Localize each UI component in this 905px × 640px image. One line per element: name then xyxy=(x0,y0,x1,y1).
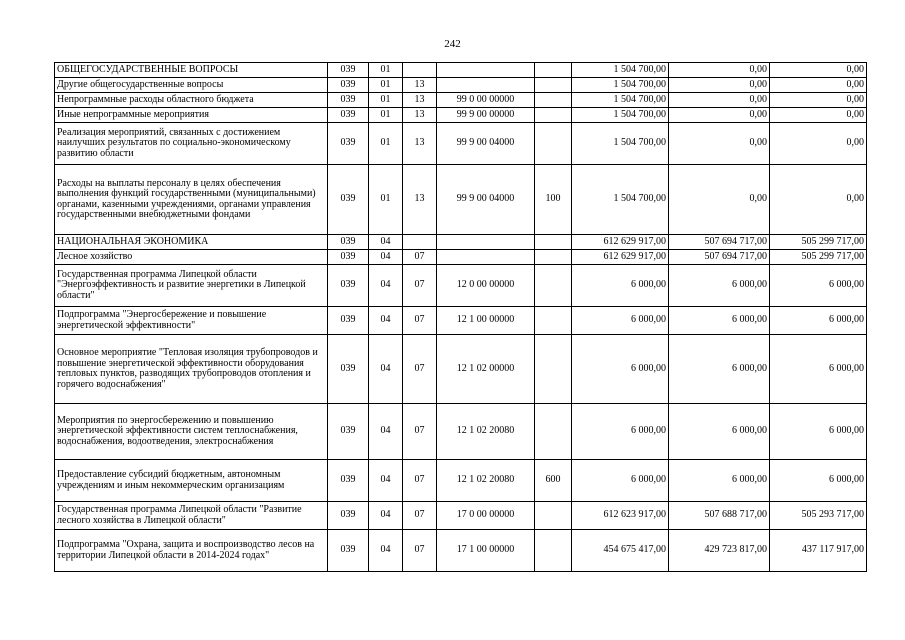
cell-row-name: Мероприятия по энергосбережению и повышению энергетической эффективности систем теплоснабжения, водоснабжения, водоотведения, электроснабжения xyxy=(55,404,328,460)
cell-row-name: Лесное хозяйство xyxy=(55,250,328,265)
cell-target-article: 12 1 02 00000 xyxy=(437,335,535,404)
cell-amount-2024: 6 000,00 xyxy=(770,404,867,460)
cell-amount-2023: 6 000,00 xyxy=(669,265,770,307)
cell-amount-2024: 0,00 xyxy=(770,78,867,93)
cell-subsection-code: 13 xyxy=(403,93,437,108)
cell-ministry-code: 039 xyxy=(328,123,369,165)
cell-amount-2023: 0,00 xyxy=(669,108,770,123)
cell-row-name: Основное мероприятие "Тепловая изоляция трубопроводов и повышение энергетической эффективности оборудования тепловых пунктов, разводящих трубопроводов отопления и горячего водоснабжения" xyxy=(55,335,328,404)
cell-amount-2022: 1 504 700,00 xyxy=(572,165,669,235)
cell-amount-2022: 612 623 917,00 xyxy=(572,502,669,530)
cell-target-article: 12 1 02 20080 xyxy=(437,460,535,502)
cell-ministry-code: 039 xyxy=(328,63,369,78)
cell-row-name: Иные непрограммные мероприятия xyxy=(55,108,328,123)
cell-target-article: 99 0 00 00000 xyxy=(437,93,535,108)
cell-amount-2024: 505 299 717,00 xyxy=(770,250,867,265)
cell-row-name: Подпрограмма "Энергосбережение и повышение энергетической эффективности" xyxy=(55,307,328,335)
cell-expense-type: 600 xyxy=(535,460,572,502)
cell-ministry-code: 039 xyxy=(328,165,369,235)
cell-amount-2022: 1 504 700,00 xyxy=(572,93,669,108)
cell-amount-2023: 6 000,00 xyxy=(669,460,770,502)
cell-amount-2024: 0,00 xyxy=(770,123,867,165)
cell-row-name: Предоставление субсидий бюджетным, автономным учреждениям и иным некоммерческим организациям xyxy=(55,460,328,502)
cell-amount-2024: 437 117 917,00 xyxy=(770,530,867,572)
cell-ministry-code: 039 xyxy=(328,404,369,460)
cell-amount-2022: 6 000,00 xyxy=(572,335,669,404)
cell-expense-type xyxy=(535,265,572,307)
table-row xyxy=(55,78,867,93)
cell-row-name: Государственная программа Липецкой области "Развитие лесного хозяйства в Липецкой области" xyxy=(55,502,328,530)
cell-subsection-code: 07 xyxy=(403,265,437,307)
cell-subsection-code xyxy=(403,63,437,78)
cell-target-article: 17 0 00 00000 xyxy=(437,502,535,530)
cell-expense-type xyxy=(535,530,572,572)
cell-amount-2022: 612 629 917,00 xyxy=(572,250,669,265)
cell-amount-2023: 0,00 xyxy=(669,63,770,78)
cell-expense-type xyxy=(535,123,572,165)
table-row xyxy=(55,265,867,307)
cell-section-code: 04 xyxy=(369,335,403,404)
cell-section-code: 04 xyxy=(369,404,403,460)
cell-amount-2022: 1 504 700,00 xyxy=(572,123,669,165)
cell-ministry-code: 039 xyxy=(328,93,369,108)
cell-amount-2023: 0,00 xyxy=(669,123,770,165)
cell-amount-2024: 505 299 717,00 xyxy=(770,235,867,250)
cell-amount-2022: 454 675 417,00 xyxy=(572,530,669,572)
cell-expense-type xyxy=(535,307,572,335)
table-row xyxy=(55,404,867,460)
cell-section-code: 04 xyxy=(369,460,403,502)
cell-row-name: Подпрограмма "Охрана, защита и воспроизводство лесов на территории Липецкой области в 2014-2024 годах" xyxy=(55,530,328,572)
cell-target-article xyxy=(437,63,535,78)
table-row xyxy=(55,460,867,502)
cell-section-code: 01 xyxy=(369,123,403,165)
cell-row-name: НАЦИОНАЛЬНАЯ ЭКОНОМИКА xyxy=(55,235,328,250)
cell-amount-2023: 0,00 xyxy=(669,93,770,108)
cell-subsection-code: 07 xyxy=(403,530,437,572)
cell-section-code: 01 xyxy=(369,165,403,235)
cell-amount-2023: 0,00 xyxy=(669,165,770,235)
cell-subsection-code: 07 xyxy=(403,460,437,502)
cell-expense-type xyxy=(535,235,572,250)
cell-amount-2022: 1 504 700,00 xyxy=(572,63,669,78)
cell-row-name: Государственная программа Липецкой области "Энергоэффективность и развитие энергетики в Липецкой области" xyxy=(55,265,328,307)
cell-target-article: 99 9 00 04000 xyxy=(437,123,535,165)
cell-section-code: 01 xyxy=(369,93,403,108)
cell-row-name: ОБЩЕГОСУДАРСТВЕННЫЕ ВОПРОСЫ xyxy=(55,63,328,78)
cell-subsection-code: 13 xyxy=(403,165,437,235)
cell-expense-type: 100 xyxy=(535,165,572,235)
cell-section-code: 04 xyxy=(369,502,403,530)
cell-amount-2022: 6 000,00 xyxy=(572,265,669,307)
cell-target-article: 99 9 00 04000 xyxy=(437,165,535,235)
cell-target-article: 17 1 00 00000 xyxy=(437,530,535,572)
cell-amount-2024: 505 293 717,00 xyxy=(770,502,867,530)
table-row xyxy=(55,123,867,165)
page-number: 242 xyxy=(444,38,461,50)
cell-amount-2023: 507 694 717,00 xyxy=(669,235,770,250)
cell-section-code: 04 xyxy=(369,265,403,307)
table-row xyxy=(55,235,867,250)
cell-ministry-code: 039 xyxy=(328,530,369,572)
cell-amount-2022: 6 000,00 xyxy=(572,404,669,460)
cell-subsection-code xyxy=(403,235,437,250)
cell-subsection-code: 07 xyxy=(403,404,437,460)
cell-amount-2023: 6 000,00 xyxy=(669,335,770,404)
cell-amount-2022: 1 504 700,00 xyxy=(572,78,669,93)
cell-amount-2023: 6 000,00 xyxy=(669,307,770,335)
cell-subsection-code: 13 xyxy=(403,78,437,93)
cell-expense-type xyxy=(535,404,572,460)
cell-target-article: 12 1 00 00000 xyxy=(437,307,535,335)
cell-expense-type xyxy=(535,250,572,265)
cell-amount-2024: 0,00 xyxy=(770,108,867,123)
cell-subsection-code: 07 xyxy=(403,502,437,530)
cell-section-code: 01 xyxy=(369,78,403,93)
cell-row-name: Реализация мероприятий, связанных с достижением наилучших результатов по социально-экономическому развитию области xyxy=(55,123,328,165)
cell-target-article xyxy=(437,250,535,265)
cell-target-article xyxy=(437,235,535,250)
cell-ministry-code: 039 xyxy=(328,460,369,502)
cell-expense-type xyxy=(535,63,572,78)
cell-subsection-code: 13 xyxy=(403,123,437,165)
table-row xyxy=(55,250,867,265)
cell-expense-type xyxy=(535,93,572,108)
cell-target-article xyxy=(437,78,535,93)
table-row xyxy=(55,165,867,235)
cell-ministry-code: 039 xyxy=(328,108,369,123)
cell-subsection-code: 13 xyxy=(403,108,437,123)
cell-subsection-code: 07 xyxy=(403,307,437,335)
cell-section-code: 04 xyxy=(369,307,403,335)
cell-row-name: Расходы на выплаты персоналу в целях обеспечения выполнения функций государственными (муниципальными) органами, казенными учреждениями, органами управления государственными внебюджетными фондами xyxy=(55,165,328,235)
table-body xyxy=(55,63,867,572)
cell-ministry-code: 039 xyxy=(328,250,369,265)
cell-amount-2022: 1 504 700,00 xyxy=(572,108,669,123)
cell-amount-2024: 0,00 xyxy=(770,165,867,235)
table-row xyxy=(55,530,867,572)
cell-amount-2024: 6 000,00 xyxy=(770,265,867,307)
table-row xyxy=(55,502,867,530)
cell-amount-2022: 612 629 917,00 xyxy=(572,235,669,250)
cell-expense-type xyxy=(535,335,572,404)
cell-row-name: Другие общегосударственные вопросы xyxy=(55,78,328,93)
table-row xyxy=(55,307,867,335)
budget-table xyxy=(54,62,867,572)
cell-expense-type xyxy=(535,78,572,93)
cell-row-name: Непрограммные расходы областного бюджета xyxy=(55,93,328,108)
table-row xyxy=(55,93,867,108)
cell-amount-2023: 507 694 717,00 xyxy=(669,250,770,265)
cell-ministry-code: 039 xyxy=(328,235,369,250)
cell-amount-2023: 429 723 817,00 xyxy=(669,530,770,572)
cell-section-code: 01 xyxy=(369,108,403,123)
cell-section-code: 01 xyxy=(369,63,403,78)
cell-subsection-code: 07 xyxy=(403,335,437,404)
cell-ministry-code: 039 xyxy=(328,307,369,335)
cell-amount-2024: 6 000,00 xyxy=(770,335,867,404)
cell-ministry-code: 039 xyxy=(328,502,369,530)
cell-target-article: 99 9 00 00000 xyxy=(437,108,535,123)
cell-subsection-code: 07 xyxy=(403,250,437,265)
cell-ministry-code: 039 xyxy=(328,265,369,307)
table-row xyxy=(55,108,867,123)
cell-expense-type xyxy=(535,108,572,123)
cell-target-article: 12 1 02 20080 xyxy=(437,404,535,460)
cell-ministry-code: 039 xyxy=(328,78,369,93)
cell-amount-2023: 507 688 717,00 xyxy=(669,502,770,530)
cell-amount-2023: 6 000,00 xyxy=(669,404,770,460)
cell-section-code: 04 xyxy=(369,250,403,265)
cell-amount-2023: 0,00 xyxy=(669,78,770,93)
cell-amount-2024: 6 000,00 xyxy=(770,307,867,335)
table-row xyxy=(55,335,867,404)
cell-amount-2024: 0,00 xyxy=(770,93,867,108)
cell-ministry-code: 039 xyxy=(328,335,369,404)
cell-amount-2022: 6 000,00 xyxy=(572,460,669,502)
cell-section-code: 04 xyxy=(369,530,403,572)
cell-amount-2022: 6 000,00 xyxy=(572,307,669,335)
cell-expense-type xyxy=(535,502,572,530)
cell-section-code: 04 xyxy=(369,235,403,250)
table-row xyxy=(55,63,867,78)
cell-target-article: 12 0 00 00000 xyxy=(437,265,535,307)
cell-amount-2024: 0,00 xyxy=(770,63,867,78)
cell-amount-2024: 6 000,00 xyxy=(770,460,867,502)
